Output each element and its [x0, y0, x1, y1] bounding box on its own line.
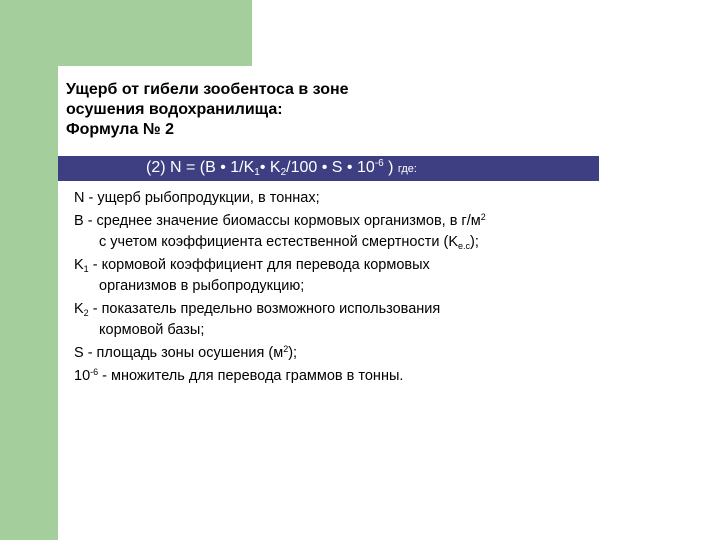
- title-line-2: осушения водохранилища:: [66, 101, 283, 118]
- formula-sub-2: 2: [280, 167, 287, 178]
- term-s: S: [74, 345, 84, 361]
- definition-b-cont-sub: e.c: [458, 241, 471, 251]
- formula-text: [146, 159, 417, 177]
- formula-banner: [58, 156, 599, 181]
- definition-k1-cont: организмов в рыбопродукцию;: [99, 278, 305, 294]
- formula-part-2: • K: [259, 159, 281, 176]
- formula-exponent: -6: [374, 158, 384, 169]
- term-k2: K: [74, 301, 84, 317]
- term-exp: 10: [74, 368, 91, 384]
- definition-b-unit-sup: 2: [480, 212, 486, 222]
- term-b: B: [74, 213, 84, 229]
- formula-part-1: (2) N = (B • 1/K: [146, 159, 255, 176]
- definition-n: [74, 188, 634, 209]
- formula-sub-1: 1: [254, 167, 260, 178]
- term-n: N: [74, 190, 85, 206]
- definition-s-text: - площадь зоны осушения (м: [83, 345, 284, 361]
- formula-part-4: ): [383, 159, 394, 176]
- definition-k2: [74, 299, 634, 341]
- top-accent-block: [58, 0, 252, 66]
- definition-k1: [74, 255, 634, 297]
- definition-exp: [74, 366, 634, 387]
- title-line-3: Формула № 2: [66, 121, 174, 138]
- definition-n-text: - ущерб рыбопродукции, в тоннах;: [84, 190, 320, 206]
- definition-k2-text: - показатель предельно возможного использования: [88, 301, 441, 317]
- term-exp-sup: -6: [90, 367, 99, 377]
- slide-title: [66, 80, 486, 140]
- definitions-list: [74, 188, 634, 389]
- definition-k2-cont: кормовой базы;: [99, 322, 205, 338]
- formula-where: где:: [397, 163, 417, 175]
- definition-b-cont: с учетом коэффициента естественной смертности (K: [99, 234, 459, 250]
- formula-part-3: /100 • S • 10: [286, 159, 375, 176]
- term-k2-sub: 2: [83, 308, 89, 318]
- definition-s-unit-sup: 2: [283, 344, 289, 354]
- definition-b-cont-end: );: [470, 234, 479, 250]
- title-line-1: Ущерб от гибели зообентоса в зоне: [66, 81, 349, 98]
- left-accent-bar: [0, 0, 58, 540]
- definition-b-text: - среднее значение биомассы кормовых организмов, в г/м: [83, 213, 481, 229]
- definition-k1-text: - кормовой коэффициент для перевода кормовых: [88, 257, 430, 273]
- definition-exp-text: - множитель для перевода граммов в тонны.: [98, 368, 404, 384]
- definition-s: [74, 343, 634, 364]
- definition-b: [74, 211, 634, 253]
- definition-s-end: );: [288, 345, 298, 361]
- term-k1: K: [74, 257, 84, 273]
- term-k1-sub: 1: [83, 264, 89, 274]
